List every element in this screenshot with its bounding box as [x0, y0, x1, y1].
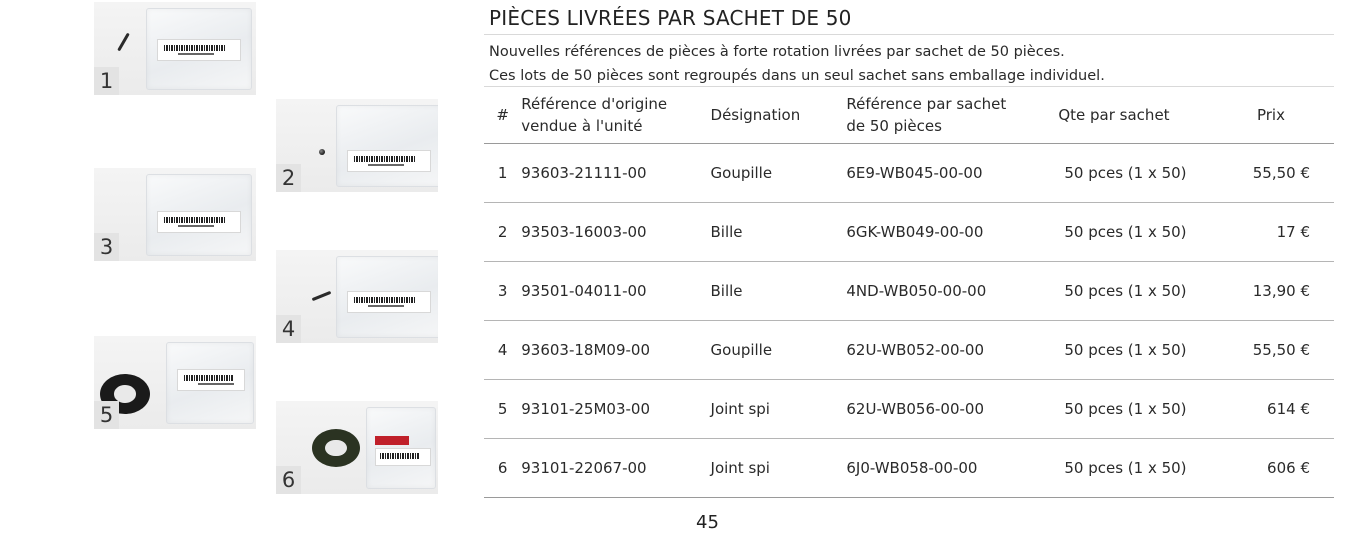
intro-text [489, 40, 1105, 88]
cell-num: 5 [484, 380, 521, 439]
header-qte: Qte par sachet [1058, 87, 1208, 144]
cell-qte: 50 pces (1 x 50) [1058, 203, 1208, 262]
cell-ref-sachet: 6J0-WB058-00-00 [846, 439, 1058, 498]
product-photo-5 [94, 336, 256, 429]
cell-designation: Bille [711, 262, 847, 321]
table-row [484, 380, 1334, 439]
photo-number-badge: 5 [94, 401, 119, 429]
cell-qte: 50 pces (1 x 50) [1058, 321, 1208, 380]
cell-qte: 50 pces (1 x 50) [1058, 144, 1208, 203]
bag-image [336, 105, 438, 187]
header-ref-origine-line2: vendue à l'unité [521, 117, 643, 135]
header-ref-origine-line1: Référence d'origine [521, 95, 668, 113]
page-number: 45 [696, 512, 719, 533]
cell-designation: Joint spi [711, 380, 847, 439]
table-row [484, 321, 1334, 380]
bag-image [146, 8, 252, 90]
cell-qte: 50 pces (1 x 50) [1058, 439, 1208, 498]
header-ref-sachet-line1: Référence par sachet [846, 95, 1007, 113]
cell-qte: 50 pces (1 x 50) [1058, 262, 1208, 321]
cell-ref-sachet: 6E9-WB045-00-00 [846, 144, 1058, 203]
ball-part-icon [319, 149, 325, 155]
title-divider [484, 34, 1334, 35]
pin-part-icon [312, 291, 332, 301]
table-row [484, 262, 1334, 321]
table-row [484, 144, 1334, 203]
photo-number-badge: 6 [276, 466, 301, 494]
cell-ref-origine: 93501-04011-00 [521, 262, 710, 321]
parts-table [484, 86, 1334, 498]
cell-ref-sachet: 4ND-WB050-00-00 [846, 262, 1058, 321]
cell-qte: 50 pces (1 x 50) [1058, 380, 1208, 439]
header-num: # [484, 87, 521, 144]
cell-designation: Goupille [711, 321, 847, 380]
header-ref-origine [521, 87, 710, 144]
header-designation: Désignation [711, 87, 847, 144]
cell-designation: Bille [711, 203, 847, 262]
brand-label-red [375, 436, 409, 445]
cell-prix: 13,90 € [1208, 262, 1334, 321]
cell-ref-origine: 93503-16003-00 [521, 203, 710, 262]
bag-image [336, 256, 438, 338]
cell-designation: Goupille [711, 144, 847, 203]
header-ref-sachet [846, 87, 1058, 144]
table-row [484, 203, 1334, 262]
cell-num: 2 [484, 203, 521, 262]
header-prix: Prix [1208, 87, 1334, 144]
product-photo-1 [94, 2, 256, 95]
cell-prix: 55,50 € [1208, 321, 1334, 380]
cell-ref-origine: 93101-22067-00 [521, 439, 710, 498]
pin-part-icon [117, 33, 130, 52]
cell-num: 3 [484, 262, 521, 321]
cell-prix: 55,50 € [1208, 144, 1334, 203]
header-ref-sachet-line2: de 50 pièces [846, 117, 942, 135]
product-photo-4 [276, 250, 438, 343]
product-photo-6 [276, 401, 438, 494]
table-row [484, 439, 1334, 498]
intro-line-2: Ces lots de 50 pièces sont regroupés dans un seul sachet sans emballage individuel. [489, 68, 1105, 84]
table-header-row [484, 87, 1334, 144]
cell-num: 4 [484, 321, 521, 380]
cell-prix: 606 € [1208, 439, 1334, 498]
page-title: PIÈCES LIVRÉES PAR SACHET DE 50 [489, 6, 852, 30]
cell-num: 6 [484, 439, 521, 498]
bag-image [366, 407, 436, 489]
photo-number-badge: 2 [276, 164, 301, 192]
bag-image [166, 342, 254, 424]
product-photo-3 [94, 168, 256, 261]
cell-ref-sachet: 62U-WB056-00-00 [846, 380, 1058, 439]
oil-seal-part-icon [312, 429, 360, 467]
cell-prix: 614 € [1208, 380, 1334, 439]
cell-num: 1 [484, 144, 521, 203]
bag-image [146, 174, 252, 256]
intro-line-1: Nouvelles références de pièces à forte rotation livrées par sachet de 50 pièces. [489, 44, 1065, 60]
cell-designation: Joint spi [711, 439, 847, 498]
photo-number-badge: 1 [94, 67, 119, 95]
photo-number-badge: 4 [276, 315, 301, 343]
cell-ref-origine: 93603-21111-00 [521, 144, 710, 203]
cell-ref-origine: 93101-25M03-00 [521, 380, 710, 439]
cell-prix: 17 € [1208, 203, 1334, 262]
photo-number-badge: 3 [94, 233, 119, 261]
product-photo-2 [276, 99, 438, 192]
cell-ref-sachet: 6GK-WB049-00-00 [846, 203, 1058, 262]
cell-ref-origine: 93603-18M09-00 [521, 321, 710, 380]
cell-ref-sachet: 62U-WB052-00-00 [846, 321, 1058, 380]
